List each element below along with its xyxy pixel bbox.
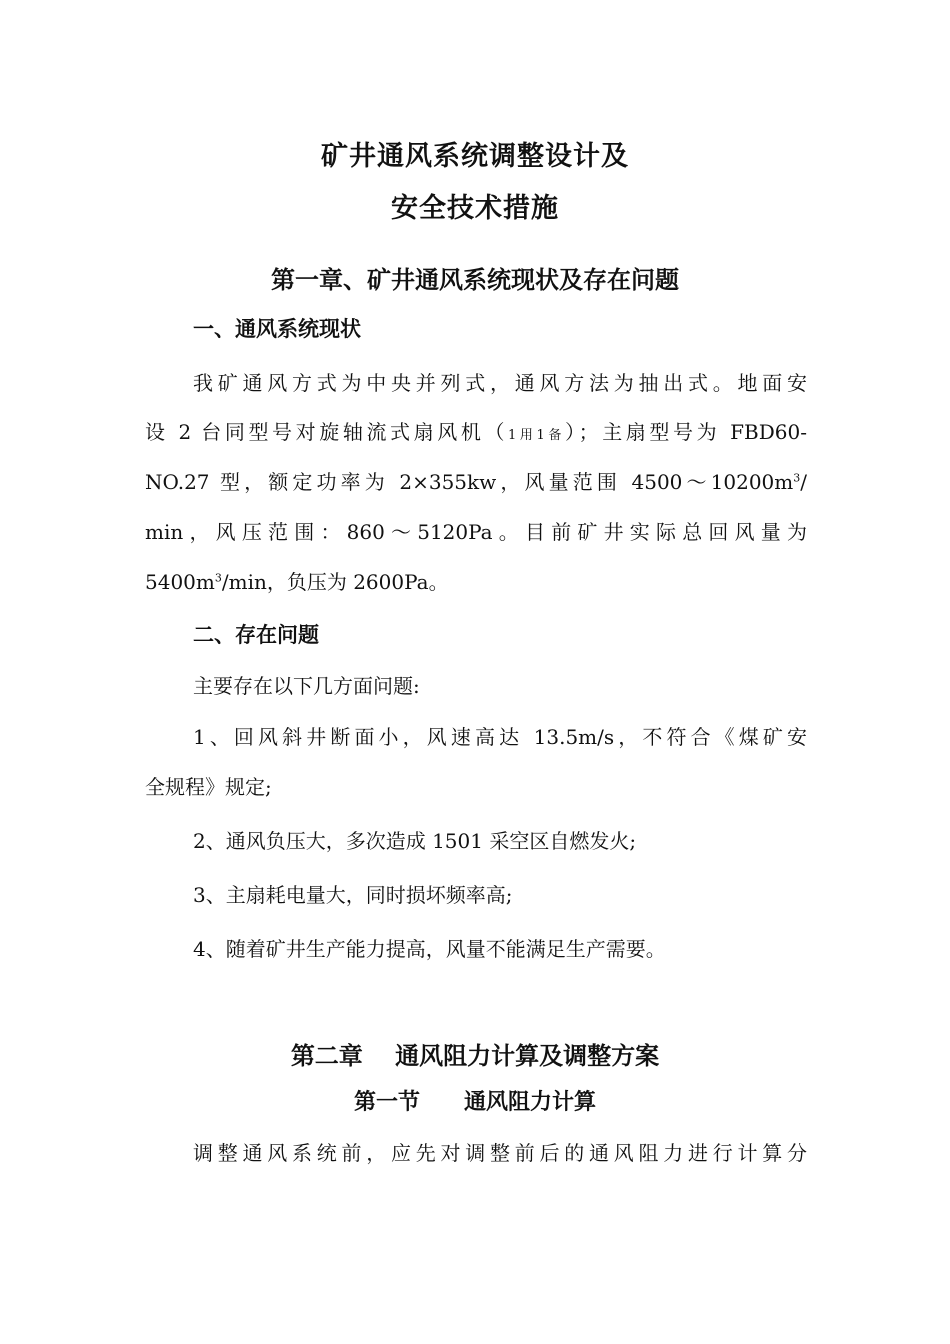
paragraph-1-line-5: $5400m^3/\min$，负压为 2600Pa。 <box>145 570 449 594</box>
document-title-line2: 安全技术措施 <box>391 193 559 224</box>
paragraph-1-line-3: NO.27 型，额定功率为 2×355kw，风量范围 $4500\sim 10200m^3/$ <box>145 470 807 494</box>
subsection-1-heading: 第一节 通风阻力计算 <box>353 1090 596 1115</box>
section-2-heading: 二、存在问题 <box>193 623 319 647</box>
problem-3: 3、主扇耗电量大，同时损坏频率高; <box>193 883 513 907</box>
paragraph-1-line-4: min，风压范围：860～5120Pa。目前矿井实际总回风量为 <box>145 520 807 544</box>
problem-1-line-2: 全规程》规定; <box>145 775 272 799</box>
problems-intro: 主要存在以下几方面问题: <box>193 674 420 698</box>
problem-4: 4、随着矿井生产能力提高，风量不能满足生产需要。 <box>193 937 666 961</box>
paragraph-1-line-1: 我矿通风方式为中央并列式，通风方法为抽出式。地面安 <box>193 371 807 395</box>
section-1-heading: 一、通风系统现状 <box>193 317 361 341</box>
chapter-1-heading: 第一章、矿井通风系统现状及存在问题 <box>271 266 679 294</box>
chapter-2-heading: 第二章 通风阻力计算及调整方案 <box>290 1042 660 1070</box>
fan-count-note: 1用1备 <box>508 428 565 443</box>
paragraph-1-line-2: 设 2 台同型号对旋轴流式扇风机（1用1备）；主扇型号为 FBD60- <box>145 420 807 444</box>
paragraph-2-line-1: 调整通风系统前，应先对调整前后的通风阻力进行计算分 <box>193 1141 807 1165</box>
problem-1-line-1: 1、回风斜井断面小，风速高达 13.5m/s，不符合《煤矿安 <box>193 725 807 749</box>
document-title-line1: 矿井通风系统调整设计及 <box>321 141 629 172</box>
problem-2: 2、通风负压大，多次造成 1501 采空区自燃发火; <box>193 829 637 853</box>
